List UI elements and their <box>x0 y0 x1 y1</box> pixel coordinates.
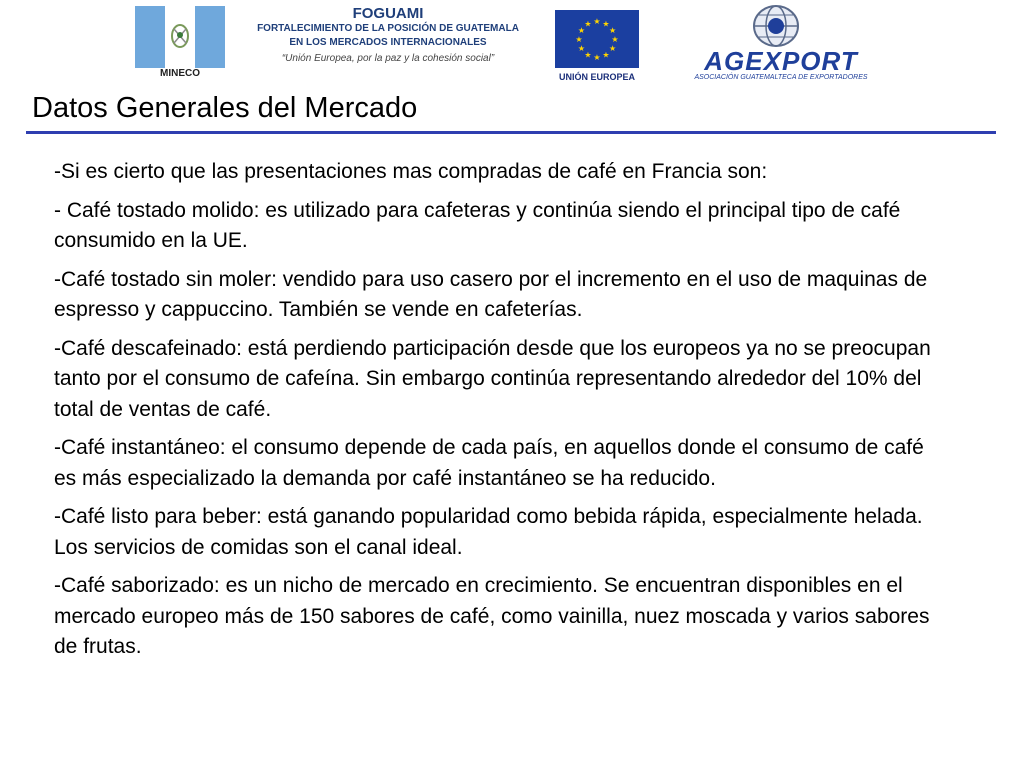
eu-logo <box>553 6 641 86</box>
content-body <box>54 157 938 671</box>
agexport-subtitle: ASOCIACIÓN GUATEMALTECA DE EXPORTADORES <box>694 74 868 81</box>
paragraph-listo-para-beber: -Café listo para beber: está ganando popularidad como bebida rápida, especialmente helada. Los servicios de comidas son el canal ideal. <box>54 505 923 559</box>
eu-star-icon: ★ <box>584 19 592 29</box>
paragraph-saborizado: -Café saborizado: es un nicho de mercado en crecimiento. Se encuentran disponibles en el mercado europeo más de 150 sabores de café, como vainilla, nuez moscada y varios sabores de frutas. <box>54 574 930 658</box>
eu-flag-icon <box>555 10 639 68</box>
paragraph-intro: -Si es cierto que las presentaciones mas compradas de café en Francia son: <box>54 160 768 183</box>
eu-star-icon: ★ <box>577 26 585 35</box>
guatemala-flag-icon <box>135 6 225 68</box>
logo-header <box>0 0 1024 92</box>
foguami-title: FOGUAMI <box>352 5 424 22</box>
eu-star-icon: ★ <box>584 50 592 60</box>
eu-star-icon: ★ <box>611 35 619 44</box>
eu-star-icon: ★ <box>609 26 617 35</box>
eu-star-icon: ★ <box>593 53 601 62</box>
foguami-line-2: EN LOS MERCADOS INTERNACIONALES <box>289 37 487 48</box>
page-title: Datos Generales del Mercado <box>32 92 418 124</box>
eu-star-icon: ★ <box>593 17 601 26</box>
paragraph-descafeinado: -Café descafeinado: está perdiendo participación desde que los europeos ya no se preocupan tanto por el consumo de cafeína. Sin embargo continúa representando alrededor del 10% del total de ventas de café. <box>54 336 931 421</box>
mineco-label: MINECO <box>160 68 200 79</box>
eu-star-icon: ★ <box>609 44 617 53</box>
eu-star-icon: ★ <box>602 50 610 60</box>
eu-star-icon: ★ <box>602 19 610 29</box>
agexport-name: AGEXPORT <box>704 46 858 76</box>
title-divider <box>26 131 996 134</box>
eu-star-icon: ★ <box>577 44 585 53</box>
eu-stars-icon <box>555 10 639 68</box>
paragraph-instantaneo: -Café instantáneo: el consumo depende de cada país, en aquellos donde el consumo de café es más especializado la demanda por café instantáneo se ha reducido. <box>54 436 924 490</box>
eu-star-icon: ★ <box>575 35 583 44</box>
paragraph-tostado-sin-moler: -Café tostado sin moler: vendido para uso casero por el incremento en el uso de maquinas de espresso y cappuccino. También se vende en cafeterías. <box>54 267 928 321</box>
agexport-logo <box>676 4 886 86</box>
foguami-logo <box>230 6 546 78</box>
coat-of-arms-icon <box>170 21 190 51</box>
foguami-slogan: “Unión Europea, por la paz y la cohesión social” <box>281 53 495 64</box>
mineco-logo <box>135 6 225 84</box>
eu-label: UNIÓN EUROPEA <box>558 72 635 82</box>
paragraph-tostado-molido: - Café tostado molido: es utilizado para cafeteras y continúa siendo el principal tipo de café consumido en la UE. <box>54 198 901 252</box>
foguami-line-1: FORTALECIMIENTO DE LA POSICIÓN DE GUATEMALA <box>257 23 519 34</box>
globe-icon <box>750 4 802 48</box>
